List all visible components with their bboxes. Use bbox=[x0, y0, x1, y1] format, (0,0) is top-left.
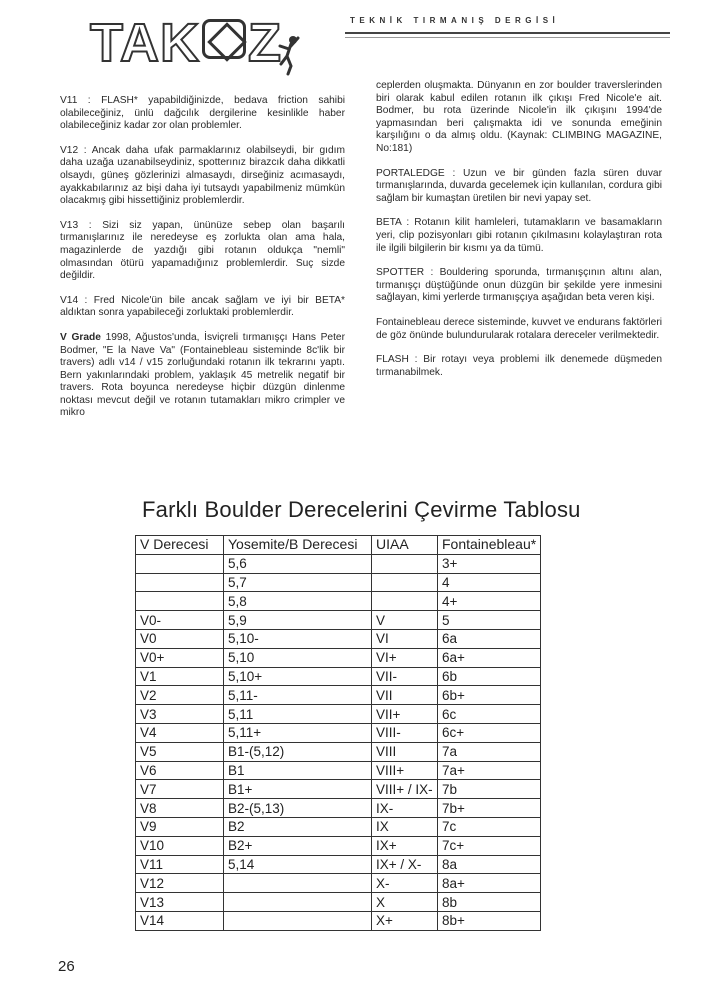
cell-uiaa: VII+ bbox=[372, 705, 438, 724]
cell-yosemite: 5,10+ bbox=[224, 667, 372, 686]
cell-v-grade: V4 bbox=[136, 723, 224, 742]
table-row bbox=[136, 742, 541, 761]
cell-yosemite bbox=[224, 874, 372, 893]
cell-yosemite: B1 bbox=[224, 761, 372, 780]
cell-fontainebleau: 3+ bbox=[438, 554, 541, 573]
right-column bbox=[376, 80, 662, 391]
paragraph-v12: V12 : Ancak daha ufak parmaklarınız olabilseydi, bir gıdım daha uzağa uzanabilseydiniz, spotterınız birazcık daha dikkatli olsaydı, güneş gözlerinizi almasaydı, dirseğiniz acımasaydı, ayakkabılarınız az bişi daha iyi tutsaydı yapabilmeniz mümkün olacakmış gibi hissettiğiniz problemlerdir. bbox=[60, 144, 345, 207]
cell-uiaa: VIII+ bbox=[372, 761, 438, 780]
cell-fontainebleau: 7a bbox=[438, 742, 541, 761]
paragraph-v11: V11 : FLASH* yapabildiğinizde, bedava friction sahibi olabileceğiniz, ünlü dağcılık dergilerine kesinlikle haber olabileceğiniz kadar zor olan problemler. bbox=[60, 95, 345, 132]
cell-yosemite: 5,11 bbox=[224, 705, 372, 724]
cell-uiaa: VIII+ / IX- bbox=[372, 780, 438, 799]
cell-uiaa: IX+ / X- bbox=[372, 855, 438, 874]
header-rule bbox=[345, 32, 670, 34]
table-row bbox=[136, 874, 541, 893]
cell-uiaa: IX- bbox=[372, 799, 438, 818]
paragraph-spotter: SPOTTER : Bouldering sporunda, tırmanışçının altını alan, tırmanışçı düştüğünde onun düzgün bir şekilde yere inmesini sağlayan, kimi yerlerde tırmanışçıya aşağıdan beta veren kişi. bbox=[376, 267, 662, 304]
table-title: Farklı Boulder Derecelerini Çevirme Tablosu bbox=[142, 497, 581, 522]
cell-uiaa: VIII- bbox=[372, 723, 438, 742]
table-row bbox=[136, 893, 541, 912]
table-row bbox=[136, 855, 541, 874]
cell-fontainebleau: 4 bbox=[438, 573, 541, 592]
cell-yosemite: B2 bbox=[224, 817, 372, 836]
table-row bbox=[136, 705, 541, 724]
cell-v-grade bbox=[136, 573, 224, 592]
cell-yosemite: 5,7 bbox=[224, 573, 372, 592]
cell-yosemite: 5,8 bbox=[224, 592, 372, 611]
cell-v-grade: V2 bbox=[136, 686, 224, 705]
cell-fontainebleau: 7c bbox=[438, 817, 541, 836]
cell-yosemite: 5,11+ bbox=[224, 723, 372, 742]
cell-yosemite: 5,10- bbox=[224, 629, 372, 648]
table-header-row bbox=[136, 536, 541, 555]
cell-v-grade: V14 bbox=[136, 911, 224, 930]
grade-conversion-table bbox=[135, 535, 541, 931]
cell-yosemite: B2-(5,13) bbox=[224, 799, 372, 818]
cell-fontainebleau: 7b+ bbox=[438, 799, 541, 818]
cell-uiaa: X bbox=[372, 893, 438, 912]
table-row bbox=[136, 780, 541, 799]
cell-uiaa: V bbox=[372, 611, 438, 630]
table-row bbox=[136, 799, 541, 818]
header-rule-thin bbox=[345, 37, 670, 38]
table-row bbox=[136, 761, 541, 780]
cell-fontainebleau: 7c+ bbox=[438, 836, 541, 855]
cell-yosemite: B2+ bbox=[224, 836, 372, 855]
table-row bbox=[136, 836, 541, 855]
cell-v-grade: V10 bbox=[136, 836, 224, 855]
paragraph-v14: V14 : Fred Nicole'ün bile ancak sağlam ve iyi bir BETA* aldıktan sonra yapabileceği zorluktaki problemlerdir. bbox=[60, 294, 345, 319]
cell-uiaa bbox=[372, 592, 438, 611]
cell-v-grade: V9 bbox=[136, 817, 224, 836]
cell-uiaa: VIII bbox=[372, 742, 438, 761]
cell-uiaa: VII bbox=[372, 686, 438, 705]
page-number: 26 bbox=[58, 958, 75, 975]
cell-v-grade: V0 bbox=[136, 629, 224, 648]
cell-v-grade: V7 bbox=[136, 780, 224, 799]
cell-yosemite: 5,14 bbox=[224, 855, 372, 874]
table-row bbox=[136, 611, 541, 630]
header-fontainebleau: Fontainebleau* bbox=[438, 536, 541, 555]
table-row bbox=[136, 648, 541, 667]
cell-uiaa: IX+ bbox=[372, 836, 438, 855]
cell-fontainebleau: 6c bbox=[438, 705, 541, 724]
cell-fontainebleau: 6b bbox=[438, 667, 541, 686]
table-row bbox=[136, 686, 541, 705]
takoz-logo: TAK Z bbox=[90, 13, 282, 73]
paragraph-portaledge: PORTALEDGE : Uzun ve bir günden fazla süren duvar tırmanışlarında, duvarda gecelemek için kullanılan, cordura gibi sağlam bir kumaştan üretilen bir nevi yapay set. bbox=[376, 167, 662, 204]
cell-v-grade: V3 bbox=[136, 705, 224, 724]
cell-yosemite: 5,10 bbox=[224, 648, 372, 667]
cell-v-grade: V12 bbox=[136, 874, 224, 893]
paragraph-continuation: ceplerden oluşmakta. Dünyanın en zor boulder traverslerinden biri olarak kabul edilen rotanın ilk çıkışı Fred Nicole'e ait. Bodmer, bu rota üzerinde Nicole'in ilk çıkışını 1994'de yapmasından beri çalışmakta idi ve sonunda emeğinin karşılığını o da almış oldu. (Kaynak: CLIMBING MAGAZINE, No:181) bbox=[376, 80, 662, 154]
cell-fontainebleau: 4+ bbox=[438, 592, 541, 611]
cell-fontainebleau: 8a+ bbox=[438, 874, 541, 893]
cell-v-grade: V13 bbox=[136, 893, 224, 912]
cell-v-grade: V11 bbox=[136, 855, 224, 874]
cell-uiaa: X+ bbox=[372, 911, 438, 930]
magazine-header bbox=[90, 10, 670, 80]
climber-icon bbox=[276, 34, 302, 76]
cell-yosemite: 5,11- bbox=[224, 686, 372, 705]
table-row bbox=[136, 817, 541, 836]
cell-fontainebleau: 8b bbox=[438, 893, 541, 912]
table-row bbox=[136, 573, 541, 592]
cell-fontainebleau: 8a bbox=[438, 855, 541, 874]
cell-fontainebleau: 6b+ bbox=[438, 686, 541, 705]
cell-uiaa bbox=[372, 554, 438, 573]
cell-uiaa: VII- bbox=[372, 667, 438, 686]
cell-yosemite bbox=[224, 893, 372, 912]
table-row bbox=[136, 723, 541, 742]
cell-fontainebleau: 6a bbox=[438, 629, 541, 648]
table-row bbox=[136, 629, 541, 648]
table-row bbox=[136, 592, 541, 611]
cell-yosemite: 5,9 bbox=[224, 611, 372, 630]
header-v-grade: V Derecesi bbox=[136, 536, 224, 555]
paragraph-v-grade: V Grade 1998, Ağustos'unda, İsviçreli tırmanışçı Hans Peter Bodmer, "E la Nave Va" (Fontainebleau sisteminde 8c'lik bir travers) adlı v14 / v15 zorluğundaki rotanın ilk tekrarını yaptı. Bern yakınlarındaki problem, yaklaşık 45 metrelik negatif bir travers. Rota boyunca neredeyse hiçbir düzgün dinlenme noktası mevcut değil ve rotanın tutamakları mikro crimpler ve mikro bbox=[60, 331, 345, 419]
paragraph-flash: FLASH : Bir rotayı veya problemi ilk denemede düşmeden tırmanabilmek. bbox=[376, 354, 662, 378]
cell-yosemite bbox=[224, 911, 372, 930]
cell-v-grade bbox=[136, 554, 224, 573]
cell-uiaa: VI bbox=[372, 629, 438, 648]
cell-yosemite: B1+ bbox=[224, 780, 372, 799]
cell-v-grade: V5 bbox=[136, 742, 224, 761]
header-uiaa: UIAA bbox=[372, 536, 438, 555]
cell-fontainebleau: 6a+ bbox=[438, 648, 541, 667]
header-yosemite: Yosemite/B Derecesi bbox=[224, 536, 372, 555]
cell-v-grade: V0+ bbox=[136, 648, 224, 667]
cell-v-grade: V1 bbox=[136, 667, 224, 686]
paragraph-beta: BETA : Rotanın kilit hamleleri, tutamakların ve basamakların yeri, clip pozisyonları gibi rotanın çıkılmasını kolaylaştıran rota ile ilgili bilgilerin bir kısmı ya da tümü. bbox=[376, 217, 662, 254]
table-row bbox=[136, 554, 541, 573]
logo-diamond-icon bbox=[202, 19, 246, 59]
cell-uiaa: X- bbox=[372, 874, 438, 893]
left-column bbox=[60, 95, 345, 432]
table-row bbox=[136, 667, 541, 686]
cell-v-grade: V0- bbox=[136, 611, 224, 630]
cell-fontainebleau: 6c+ bbox=[438, 723, 541, 742]
cell-fontainebleau: 7b bbox=[438, 780, 541, 799]
table-row bbox=[136, 911, 541, 930]
cell-yosemite: 5,6 bbox=[224, 554, 372, 573]
cell-fontainebleau: 5 bbox=[438, 611, 541, 630]
cell-uiaa bbox=[372, 573, 438, 592]
paragraph-fontainebleau: Fontainebleau derece sisteminde, kuvvet ve endurans faktörleri de göz önünde bulundurularak rotalara dereceler verilmektedir. bbox=[376, 316, 662, 341]
cell-v-grade: V8 bbox=[136, 799, 224, 818]
magazine-subtitle: TEKNİK TIRMANIŞ DERGİSİ bbox=[350, 16, 560, 25]
cell-uiaa: IX bbox=[372, 817, 438, 836]
cell-v-grade: V6 bbox=[136, 761, 224, 780]
cell-uiaa: VI+ bbox=[372, 648, 438, 667]
paragraph-v13: V13 : Sizi siz yapan, ününüze sebep olan başarılı tırmanışlarınız ile neredeyse eş zorlukta olan ama hala, magazinlerde de yazdığı gibi rotanın oldukça "nemli" olmasından ötürü yapamadığınız problemlerdir. Suç sizde değildir. bbox=[60, 219, 345, 282]
cell-fontainebleau: 7a+ bbox=[438, 761, 541, 780]
cell-v-grade bbox=[136, 592, 224, 611]
cell-yosemite: B1-(5,12) bbox=[224, 742, 372, 761]
cell-fontainebleau: 8b+ bbox=[438, 911, 541, 930]
